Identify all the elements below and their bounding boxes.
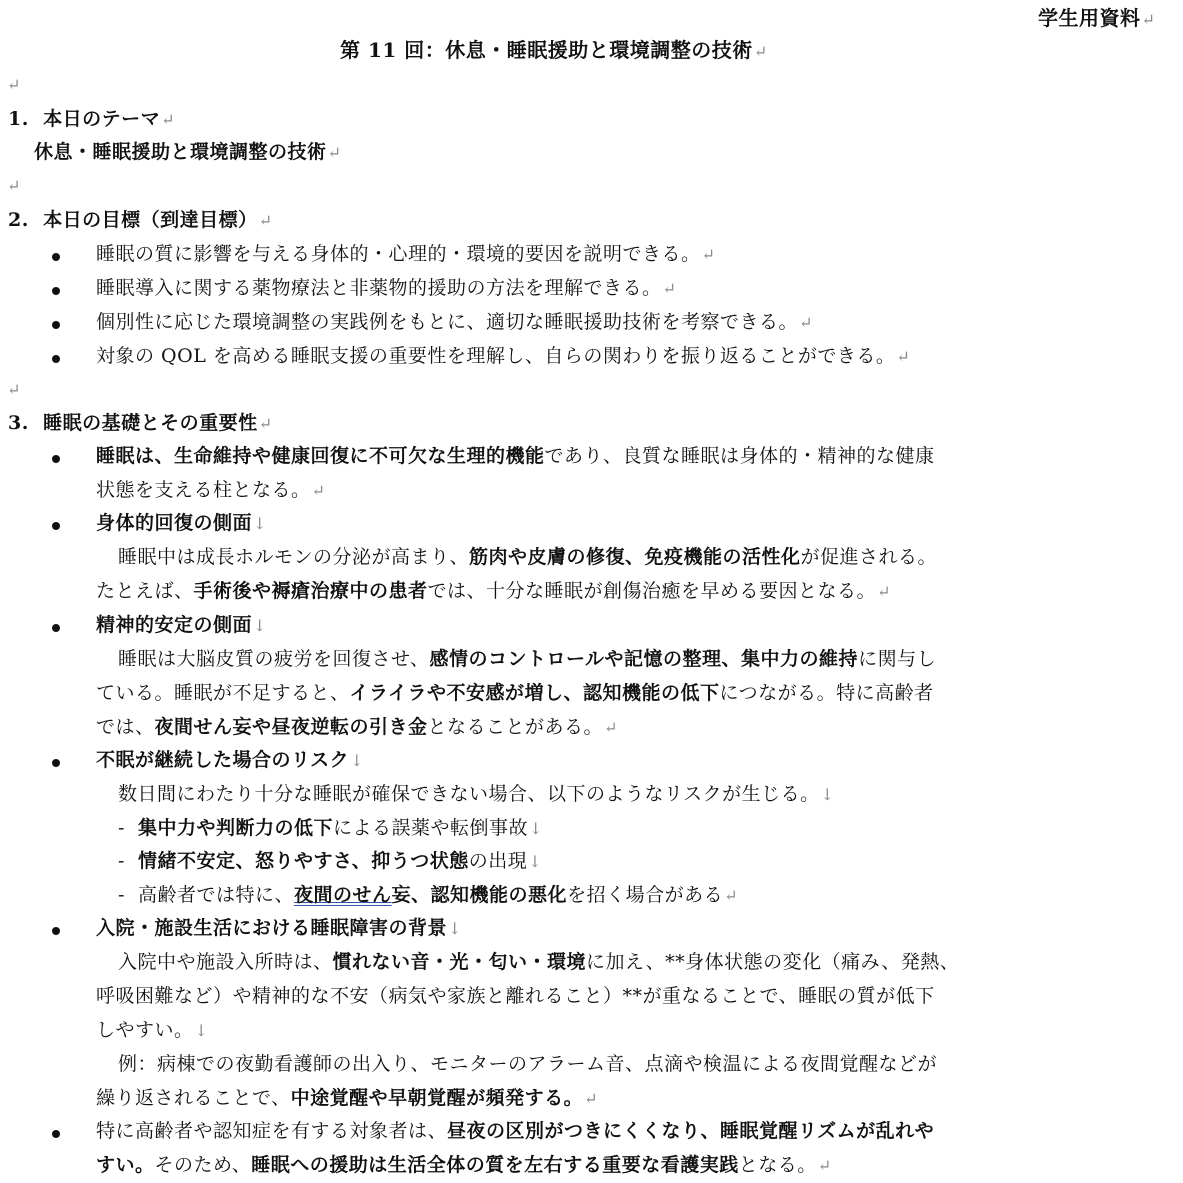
paragraph-line: 睡眠は大脳皮質の疲労を回復させ、感情のコントロールや記憶の整理、集中力の維持に関与し (118, 648, 937, 670)
bullet-icon (52, 253, 60, 261)
empty-paragraph-mark: ↵ (7, 176, 21, 195)
paragraph-line: 状態を支える柱となる。↵ (96, 479, 326, 501)
paragraph-line: すい。そのため、睡眠への援助は生活全体の質を左右する重要な看護実践となる。↵ (96, 1154, 832, 1176)
paragraph-mark: ↵ (753, 42, 768, 61)
paragraph-line: 睡眠中は成長ホルモンの分泌が高まり、筋肉や皮膚の修復、免疫機能の活性化が促進される。 (118, 546, 938, 568)
bullet-icon (52, 759, 60, 767)
paragraph-line: 呼吸困難など）や精神的な不安（病気や家族と離れること）**が重なることで、睡眠の質が低下 (96, 985, 935, 1007)
list-item: - 集中力や判断力の低下による誤薬や転倒事故↓ (118, 817, 543, 839)
paragraph-mark: ↵ (1141, 10, 1156, 29)
list-item: - 情緒不安定、怒りやすさ、抑うつ状態の出現↓ (118, 850, 543, 872)
paragraph-line: 入院中や施設入所時は、慣れない音・光・匂い・環境に加え、**身体状態の変化（痛み、発熱、 (118, 951, 960, 973)
bullet-icon (52, 355, 60, 363)
paragraph-line: たとえば、手術後や褥瘡治療中の患者では、十分な睡眠が創傷治癒を早める要因となる。↵ (96, 580, 891, 602)
paragraph-line: 例：病棟での夜勤看護師の出入り、モニターのアラーム音、点滴や検温による夜間覚醒などが (118, 1053, 938, 1075)
bullet-icon (52, 522, 60, 530)
paragraph-line: 睡眠は、生命維持や健康回復に不可欠な生理的機能であり、良質な睡眠は身体的・精神的な健康 (96, 445, 935, 467)
paragraph-line: 特に高齢者や認知症を有する対象者は、昼夜の区別がつきにくくなり、睡眠覚醒リズムが乱れや (96, 1120, 935, 1142)
header-label: 学生用資料↵ (1038, 6, 1156, 30)
paragraph-line: ている。睡眠が不足すると、イライラや不安感が増し、認知機能の低下につながる。特に高齢者 (96, 682, 934, 704)
subheading-physical: 身体的回復の側面↓ (96, 512, 267, 534)
subheading-hospital: 入院・施設生活における睡眠障害の背景↓ (96, 917, 462, 939)
goal-item: 対象の QOL を高める睡眠支援の重要性を理解し、自らの関わりを振り返ることができる。↵ (96, 345, 911, 367)
section-1-theme: 休息・睡眠援助と環境調整の技術↵ (34, 141, 342, 163)
bullet-icon (52, 1130, 60, 1138)
goal-item: 睡眠の質に影響を与える身体的・心理的・環境的要因を説明できる。↵ (96, 243, 716, 265)
section-3-heading: 3. 睡眠の基礎とその重要性↵ (8, 412, 273, 434)
paragraph-line: では、夜間せん妄や昼夜逆転の引き金となることがある。↵ (96, 716, 618, 738)
empty-paragraph-mark: ↵ (7, 75, 21, 94)
doc-title: 第 11 回：休息・睡眠援助と環境調整の技術↵ (340, 38, 768, 62)
subheading-mental: 精神的安定の側面↓ (96, 614, 267, 636)
subheading-risk: 不眠が継続した場合のリスク↓ (96, 749, 365, 771)
bullet-icon (52, 927, 60, 935)
paragraph-line: 数日間にわたり十分な睡眠が確保できない場合、以下のようなリスクが生じる。↓ (118, 783, 835, 805)
bullet-icon (52, 287, 60, 295)
paragraph-line: 繰り返されることで、中途覚醒や早朝覚醒が頻発する。↵ (96, 1087, 599, 1109)
bullet-icon (52, 455, 60, 463)
bullet-icon (52, 624, 60, 632)
section-2-heading: 2. 本日の目標（到達目標）↵ (8, 209, 273, 231)
goal-item: 睡眠導入に関する薬物療法と非薬物的援助の方法を理解できる。↵ (96, 277, 677, 299)
bullet-icon (52, 321, 60, 329)
list-item: - 高齢者では特に、夜間のせん妄、認知機能の悪化を招く場合がある↵ (118, 884, 738, 906)
goal-item: 個別性に応じた環境調整の実践例をもとに、適切な睡眠援助技術を考察できる。↵ (96, 311, 813, 333)
section-1-heading: 1. 本日のテーマ↵ (8, 108, 175, 130)
paragraph-line: しやすい。↓ (96, 1019, 209, 1041)
empty-paragraph-mark: ↵ (7, 380, 21, 399)
